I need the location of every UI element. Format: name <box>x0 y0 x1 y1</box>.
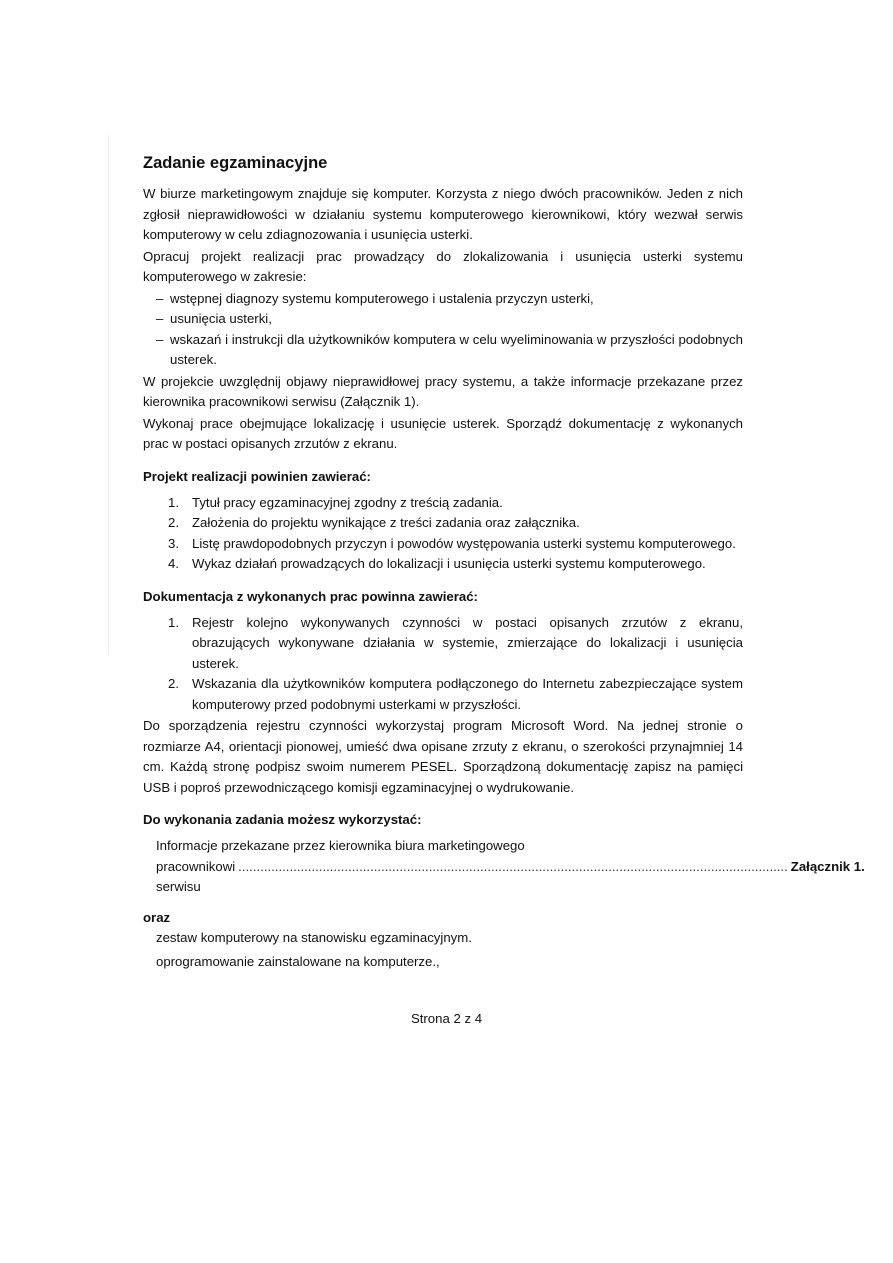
scope-list <box>143 289 743 371</box>
item-text: Listę prawdopodobnych przyczyn i powodów występowania usterki systemu komputerowego. <box>192 535 736 551</box>
list-item <box>143 493 743 514</box>
list-item <box>143 613 743 675</box>
documentation-requirements-list <box>143 613 743 716</box>
page-title: Zadanie egzaminacyjne <box>143 154 328 172</box>
attachment-reference <box>156 836 865 898</box>
list-item <box>143 513 743 534</box>
item-text: Założenia do projektu wynikające z treści zadania oraz załącznika. <box>192 515 580 530</box>
item-number: 2. <box>168 515 179 530</box>
scope-list-item <box>143 309 743 330</box>
dot-leader: ...................................................................................................................................................... <box>238 858 788 874</box>
instruction-paragraph: W projekcie uwzględnij objawy nieprawidłowej pracy systemu, a także informacje przekazane przez kierownika pracownikowi serwisu (Załącznik 1). <box>143 373 743 409</box>
item-number: 1. <box>168 494 179 510</box>
resource-item: zestaw komputerowy na stanowisku egzaminacyjnym. <box>156 929 472 945</box>
intro-paragraph: Opracuj projekt realizacji prac prowadzący do zlokalizowania i usunięcia usterki systemu komputerowego w zakresie: <box>143 248 743 284</box>
list-item <box>143 534 743 555</box>
list-item <box>143 674 743 715</box>
item-text: Wskazania dla użytkowników komputera podłączonego do Internetu zabezpieczające system komputerowy przed podobnymi usterkami w przyszłości. <box>192 676 743 712</box>
page-edge-line <box>108 135 109 655</box>
scope-item-text: wskazań i instrukcji dla użytkowników komputera w celu wyeliminowania w przyszłości podobnych usterek. <box>170 331 743 367</box>
item-number: 3. <box>168 535 179 551</box>
item-text: Wykaz działań prowadzących do lokalizacji i usunięcia usterki systemu komputerowego. <box>192 556 706 571</box>
scope-item-text: wstępnej diagnozy systemu komputerowego i ustalenia przyczyn usterki, <box>170 290 594 306</box>
project-section-heading: Projekt realizacji powinien zawierać: <box>143 468 371 484</box>
intro-paragraph: W biurze marketingowym znajduje się komputer. Korzysta z niego dwóch pracowników. Jeden z nich zgłosił nieprawidłowości w działaniu systemu komputerowego kierownikowi, który wezwał serwis komputerowy w celu zdiagnozowania i usunięcia usterki. <box>143 186 743 242</box>
dash-bullet: – <box>156 331 164 347</box>
resources-section-heading: Do wykonania zadania możesz wykorzystać: <box>143 812 422 827</box>
attachment-line-2 <box>156 857 865 898</box>
instruction-paragraph: Wykonaj prace obejmujące lokalizację i usunięcie usterek. Sporządź dokumentację z wykonanych prac w postaci opisanych zrzutów z ekranu. <box>143 415 743 451</box>
item-number: 1. <box>168 614 179 630</box>
item-number: 2. <box>168 676 179 691</box>
document-body <box>143 152 865 976</box>
scope-list-item <box>143 289 743 310</box>
project-requirements-list <box>143 493 743 575</box>
scope-item-text: usunięcia usterki, <box>170 311 272 326</box>
oraz-label: oraz <box>143 909 171 925</box>
item-text: Tytuł pracy egzaminacyjnej zgodny z treścią zadania. <box>192 494 503 510</box>
resource-item: oprogramowanie zainstalowane na komputerze., <box>156 953 440 969</box>
item-text: Rejestr kolejno wykonywanych czynności w postaci opisanych zrzutów z ekranu, obrazujących wykonywane działania w systemie, zmierzające do lokalizacji i usunięcia usterek. <box>192 614 743 671</box>
dash-bullet: – <box>156 290 164 306</box>
dash-bullet: – <box>156 311 164 326</box>
item-number: 4. <box>168 556 179 571</box>
attachment-line-1: Informacje przekazane przez kierownika biura marketingowego <box>156 838 525 853</box>
documentation-section-heading: Dokumentacja z wykonanych prac powinna zawierać: <box>143 588 478 604</box>
page-number: Strona 2 z 4 <box>410 1011 483 1026</box>
attachment-label: Załącznik 1. <box>790 858 865 874</box>
scope-list-item <box>143 330 743 371</box>
list-item <box>143 554 743 575</box>
attachment-line-2-text: pracownikowi serwisu <box>156 858 236 894</box>
documentation-note: Do sporządzenia rejestru czynności wykorzystaj program Microsoft Word. Na jednej stronie o rozmiarze A4, orientacji pionowej, umieść dwa opisane zrzuty z ekranu, o szerokości przynajmniej 14 cm. Każdą stronę podpisz swoim numerem PESEL. Sporządzoną dokumentację zapisz na pamięci USB i poproś przewodniczącego komisji egzaminacyjnej o wydrukowanie. <box>143 718 743 795</box>
